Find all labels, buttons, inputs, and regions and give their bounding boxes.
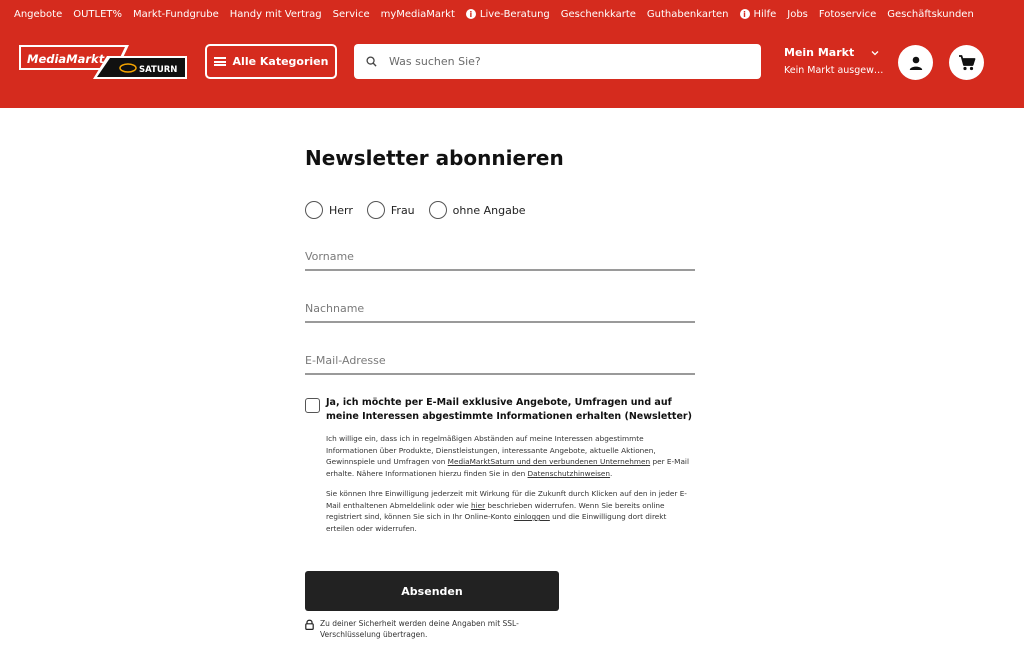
- consent-paragraph-2: Sie können Ihre Einwilligung jederzeit mit Wirkung für die Zukunft durch Klicken auf den in jeder E-Mail enthaltenen Abmeldelink oder wie hier beschrieben widerrufen. Wenn Sie bereits online registriert sind, können Sie sich in Ihr Online-Konto einloggen und die Einwilligung dort direkt erteilen oder widerrufen.: [326, 489, 687, 533]
- chevron-down-icon: [871, 50, 879, 56]
- header-bar: [0, 0, 1024, 108]
- first-name-input[interactable]: [305, 246, 695, 263]
- top-link-fotoservice[interactable]: Fotoservice: [818, 8, 877, 20]
- radio-circle[interactable]: [367, 201, 385, 219]
- lock-icon: [305, 619, 314, 630]
- last-name-field: [305, 297, 695, 323]
- all-categories-label: Alle Kategorien: [232, 55, 329, 68]
- first-name-field: [305, 245, 695, 271]
- radio-frau-label: Frau: [390, 203, 415, 217]
- all-categories-button[interactable]: [205, 44, 337, 79]
- radio-herr-label: Herr: [329, 203, 353, 217]
- submit-button[interactable]: Absenden: [305, 571, 559, 611]
- info-icon: i: [740, 9, 750, 19]
- mediamarktsaturn-link[interactable]: MediaMarktSaturn und den verbundenen Unternehmen: [447, 457, 651, 466]
- logo-text-saturn: SATURN: [139, 65, 178, 75]
- newsletter-consent: [305, 396, 696, 534]
- consent-paragraph-1: Ich willige ein, dass ich in regelmäßigen Abständen auf meine Interessen abgestimmte Informationen über Produkte, Dienstleistungen, interessante Angebote, aktuelle Aktionen, Gewinnspiele und Umfragen von MediaMarktSaturn und den verbundenen Unternehmen per E-Mail erhalte. Nähere Informationen hierzu finden Sie in den Datenschutzhinweisen.: [326, 434, 689, 478]
- top-link-geschenkkarte[interactable]: Geschenkkarte: [560, 8, 636, 20]
- radio-circle[interactable]: [305, 201, 323, 219]
- search-bar[interactable]: [354, 44, 761, 79]
- radio-circle[interactable]: [429, 201, 447, 219]
- email-field: [305, 349, 695, 375]
- salutation-group: [305, 201, 540, 219]
- account-button[interactable]: [898, 45, 933, 80]
- top-link-outlet[interactable]: OUTLET%: [73, 8, 123, 20]
- top-link-hilfe[interactable]: i Hilfe: [740, 9, 777, 20]
- search-icon: [366, 56, 377, 67]
- consent-checkbox[interactable]: [305, 398, 320, 413]
- logo-text-mediamarkt: MediaMarkt: [27, 52, 105, 66]
- consent-title: Ja, ich möchte per E-Mail exklusive Angebote, Umfragen und auf meine Interessen abgestimmte Informationen erhalten (Newsletter): [326, 397, 692, 422]
- user-icon: [908, 55, 924, 71]
- info-icon: i: [466, 9, 476, 19]
- my-market-selector[interactable]: [784, 46, 884, 76]
- search-input[interactable]: [389, 55, 729, 68]
- radio-frau[interactable]: [367, 201, 415, 219]
- top-link-service[interactable]: Service: [332, 8, 370, 20]
- page-title: Newsletter abonnieren: [305, 146, 564, 170]
- top-link-geschaeftskunden[interactable]: Geschäftskunden: [887, 8, 974, 20]
- cart-icon: [958, 54, 976, 72]
- top-link-handy-mit-vertrag[interactable]: Handy mit Vertrag: [229, 8, 322, 20]
- top-link-markt-fundgrube[interactable]: Markt-Fundgrube: [133, 8, 219, 20]
- top-link-mymediamarkt[interactable]: myMediaMarkt: [380, 8, 455, 20]
- ssl-note: [305, 618, 540, 640]
- email-input[interactable]: [305, 350, 695, 367]
- my-market-title: Mein Markt: [784, 46, 855, 59]
- my-market-status: Kein Markt ausgew…: [784, 65, 884, 76]
- top-nav: [14, 7, 985, 21]
- cart-button[interactable]: [949, 45, 984, 80]
- radio-ohne-angabe-label: ohne Angabe: [452, 203, 526, 217]
- ssl-note-text: Zu deiner Sicherheit werden deine Angaben mit SSL-Verschlüsselung übertragen.: [320, 619, 519, 639]
- last-name-input[interactable]: [305, 298, 695, 315]
- top-link-angebote[interactable]: Angebote: [14, 8, 63, 20]
- login-link[interactable]: einloggen: [513, 512, 550, 521]
- privacy-link[interactable]: Datenschutzhinweisen: [527, 468, 611, 478]
- top-link-jobs[interactable]: Jobs: [787, 8, 808, 20]
- mediamarkt-saturn-logo[interactable]: [17, 44, 187, 80]
- menu-icon: [214, 57, 226, 66]
- radio-ohne-angabe[interactable]: [429, 201, 526, 219]
- top-link-live-beratung[interactable]: i Live-Beratung: [466, 9, 550, 20]
- revoke-link[interactable]: hier: [470, 500, 486, 510]
- radio-herr[interactable]: [305, 201, 353, 219]
- top-link-guthabenkarten[interactable]: Guthabenkarten: [646, 8, 729, 20]
